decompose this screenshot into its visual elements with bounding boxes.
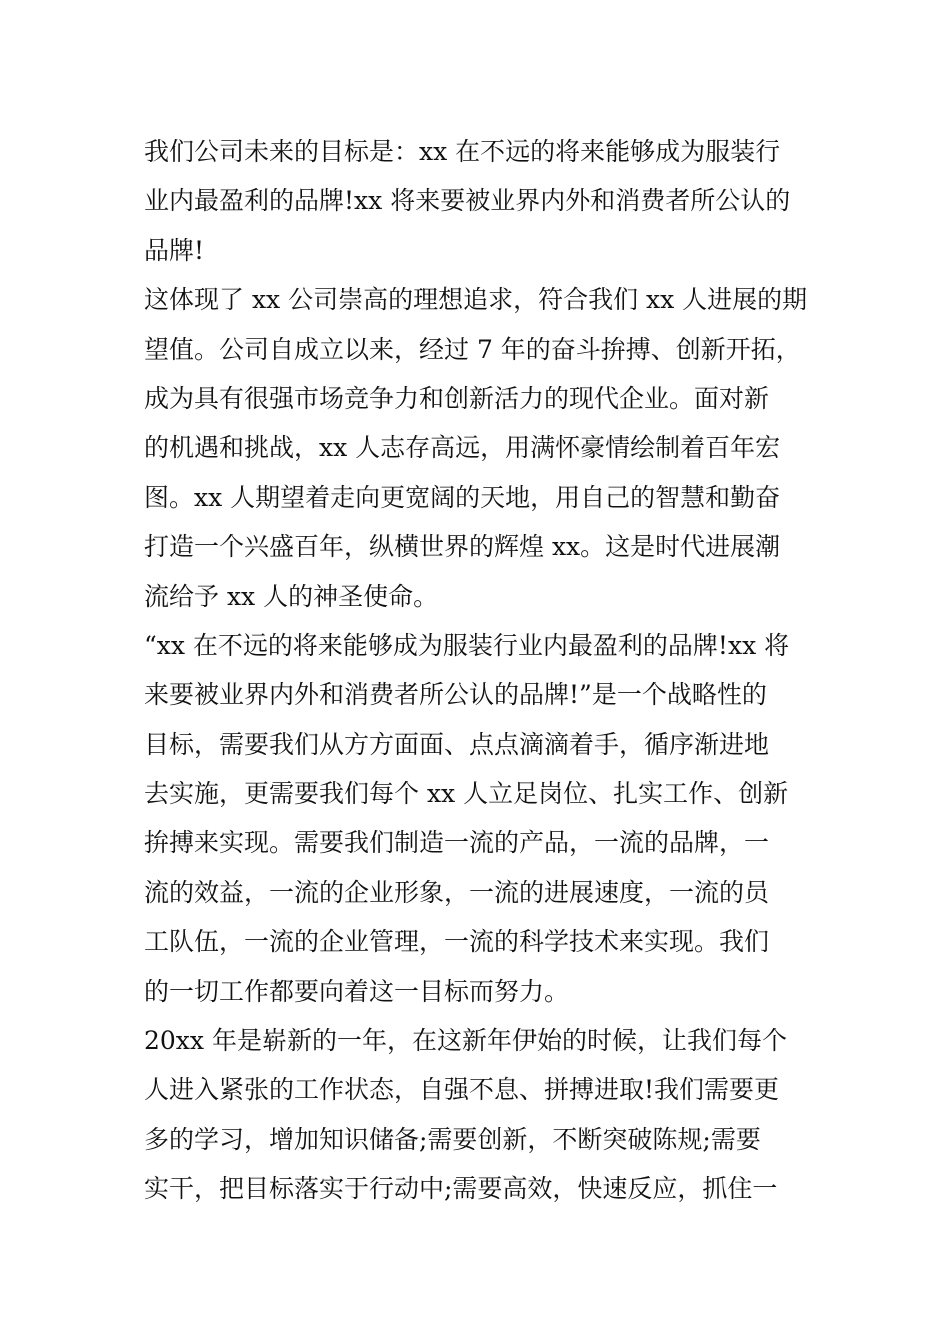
text-line: 来要被业界内外和消费者所公认的品牌!”是一个战略性的 <box>144 680 767 710</box>
text-line: “xx 在不远的将来能够成为服装行业内最盈利的品牌!xx 将 <box>144 630 790 660</box>
text-line: 图。xx 人期望着走向更宽阔的天地，用自己的智慧和勤奋 <box>144 482 781 512</box>
text-line: 的一切工作都要向着这一目标而努力。 <box>144 976 570 1006</box>
text-line: 成为具有很强市场竞争力和创新活力的现代企业。面对新 <box>144 383 770 413</box>
text-line: 流给予 xx 人的神圣使命。 <box>144 581 439 611</box>
text-line: 品牌! <box>144 235 205 265</box>
text-line: 去实施，更需要我们每个 xx 人立足岗位、扎实工作、创新 <box>144 779 789 809</box>
text-line: 我们公司未来的目标是：xx 在不远的将来能够成为服装行 <box>144 137 781 166</box>
text-line: 业内最盈利的品牌!xx 将来要被业界内外和消费者所公认的 <box>144 186 791 216</box>
text-line: 目标，需要我们从方方面面、点点滴滴着手，循序渐进地 <box>144 729 770 759</box>
text-line: 工队伍，一流的企业管理，一流的科学技术来实现。我们 <box>144 927 770 957</box>
paragraph-company-goal <box>144 127 814 275</box>
paragraph-ideal-pursuit <box>144 275 814 621</box>
document-body <box>144 127 814 1214</box>
text-line: 这体现了 xx 公司崇高的理想追求，符合我们 xx 人进展的期 <box>144 285 808 315</box>
paragraph-strategic-goal <box>144 621 814 1016</box>
text-line: 实干，把目标落实于行动中;需要高效，快速反应，抓住一 <box>144 1174 778 1204</box>
text-line: 流的效益，一流的企业形象，一流的进展速度，一流的员 <box>144 877 770 907</box>
text-line: 望值。公司自成立以来，经过 7 年的奋斗拚搏、创新开拓， <box>144 334 801 364</box>
text-line: 多的学习，增加知识储备;需要创新，不断突破陈规;需要 <box>144 1124 761 1154</box>
text-line: 人进入紧张的工作状态，自强不息、拼搏进取!我们需要更 <box>144 1075 780 1105</box>
text-line: 打造一个兴盛百年，纵横世界的辉煌 xx。这是时代进展潮 <box>144 532 781 562</box>
text-line: 拚搏来实现。需要我们制造一流的产品，一流的品牌，一 <box>144 828 770 858</box>
paragraph-new-year <box>144 1016 814 1214</box>
text-line: 20xx 年是崭新的一年，在这新年伊始的时候，让我们每个 <box>144 1026 787 1056</box>
text-line: 的机遇和挑战，xx 人志存高远，用满怀豪情绘制着百年宏 <box>144 433 781 463</box>
